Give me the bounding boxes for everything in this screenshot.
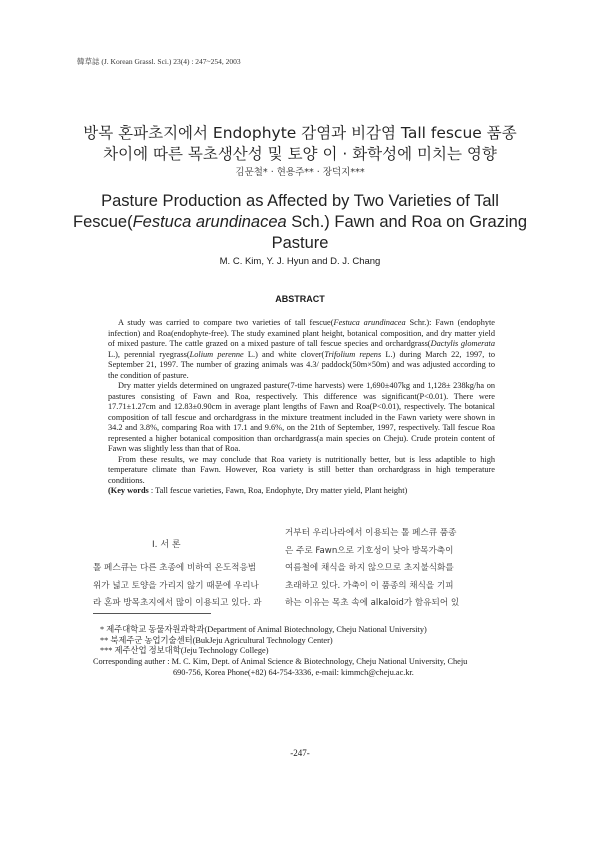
- abstract-paragraph-1: A study was carried to compare two varieties of tall fescue(Festuca arundinacea Schr.): Fawn (endophyte infection) and Roa(endophyte-free). The study examined plant height, botanical composition, and dry matter yield of mixed pasture. The cattle grazed on a mixed pasture of tall fescue species and orchardgrass(Dactylis glomerata L.), perennial ryegrass(Lolium perenne L.) and white clover(Trifolium repens L.) during March 22, 1997, to September 21, 1997. The number of grazing animals was 4.3/ paddock(50m×50m) and was adjusted according to the condition of pasture.: [108, 318, 495, 380]
- text-line: 여름철에 채식을 하지 않으므로 초지불식화를: [285, 563, 454, 574]
- corresponding-line2: 690-756, Korea Phone(+82) 64-754-3336, e-mail: kimmch@cheju.ac.kr.: [173, 667, 414, 677]
- journal-citation: 韓草誌 (J. Korean Grassl. Sci.) 23(4) : 247~254, 2003: [77, 57, 241, 66]
- section-heading-introduction: Ⅰ. 서 론: [152, 540, 181, 550]
- text-line: 위가 넓고 토양을 가리지 않기 때문에 우리나: [93, 580, 259, 591]
- text-line: 라 혼파 방목초지에서 많이 이용되고 있다. 과: [93, 598, 262, 609]
- footnote: ** 북제주군 농업기술센터(BukJeju Agricultural Technology Center): [100, 635, 333, 645]
- abstract-paragraph-2: Dry matter yields determined on ungrazed pasture(7-time harvests) were 1,690±407kg and 1,128± 238kg/ha on pastures consisting of Fawn and Roa, respectively. This difference was significant(P<0.01). There were 17.71±1.27cm and 12.83±0.90cm in average plant lengths of Fawn and Roa(P<0.01), respectively. The botanical composition of tall fescue and orchardgrass in the mixture treatment included in the Fawn variety were shown in 34.2 and 3.8%, comparing Roa with 17.1 and 9.6%, on the 21th of September, 1997, respectively. Tall fescue Roa represented a higher botanical composition than orchardgrass(a main species on Cheju). Crude protein content of Fawn was slightly less than that of Roa.: [108, 381, 495, 453]
- text-line: 거부터 우리나라에서 이용되는 톨 페스큐 품종: [285, 528, 457, 538]
- intro-right-column: [285, 525, 513, 613]
- keywords: (Key words : Tall fescue varieties, Fawn, Roa, Endophyte, Dry matter yield, Plant height): [108, 486, 408, 495]
- corresponding-line1: Corresponding auther : M. C. Kim, Dept. of Animal Science & Biotechnology, Cheju National University, Cheju: [93, 657, 468, 666]
- english-title-line1: Pasture Production as Affected by Two Varieties of Tall: [101, 192, 499, 210]
- footnote: *** 제주산업 정보대학(Jeju Technology College): [100, 646, 269, 655]
- text-line: 초래하고 있다. 가축이 이 품종의 채식을 기피: [285, 580, 454, 591]
- abstract-paragraph-3: From these results, we may conclude that Roa variety is nutritionally better, but is less adaptible to high temperature climate than Fawn. However, Roa variety is still better than orchardgrass in high temperature conditions.: [108, 454, 495, 485]
- footnotes: [100, 625, 520, 657]
- abstract-heading: ABSTRACT: [275, 294, 325, 304]
- footnote-separator: [93, 613, 211, 614]
- abstract-body: [108, 318, 495, 497]
- english-title-line3: Pasture: [271, 234, 329, 252]
- text-line: 하는 이유는 목초 속에 alkaloid가 함유되어 있: [285, 598, 460, 609]
- corresponding-author: [93, 657, 509, 678]
- text-line: 톨 페스큐는 다른 초종에 비하여 온도적응범: [93, 563, 257, 573]
- english-authors: M. C. Kim, Y. J. Hyun and D. J. Chang: [219, 256, 381, 267]
- footnote: * 제주대학교 동물자원과학과(Department of Animal Biotechnology, Cheju National University): [100, 625, 427, 634]
- text-line: 은 주로 Fawn으로 기호성이 낮아 방목가축이: [285, 545, 454, 556]
- page-number: -247-: [290, 748, 310, 758]
- korean-authors: 김문철* · 현용주** · 장덕지***: [235, 167, 365, 178]
- english-title-line2: Fescue(Festuca arundinacea Sch.) Fawn and Roa on Grazing: [72, 213, 527, 231]
- korean-title-line1: 방목 혼파초지에서 Endophyte 감염과 비감염 Tall fescue 품종: [83, 124, 517, 142]
- korean-title-line2: 차이에 따른 목초생산성 및 토양 이 · 화학성에 미치는 영향: [103, 145, 497, 163]
